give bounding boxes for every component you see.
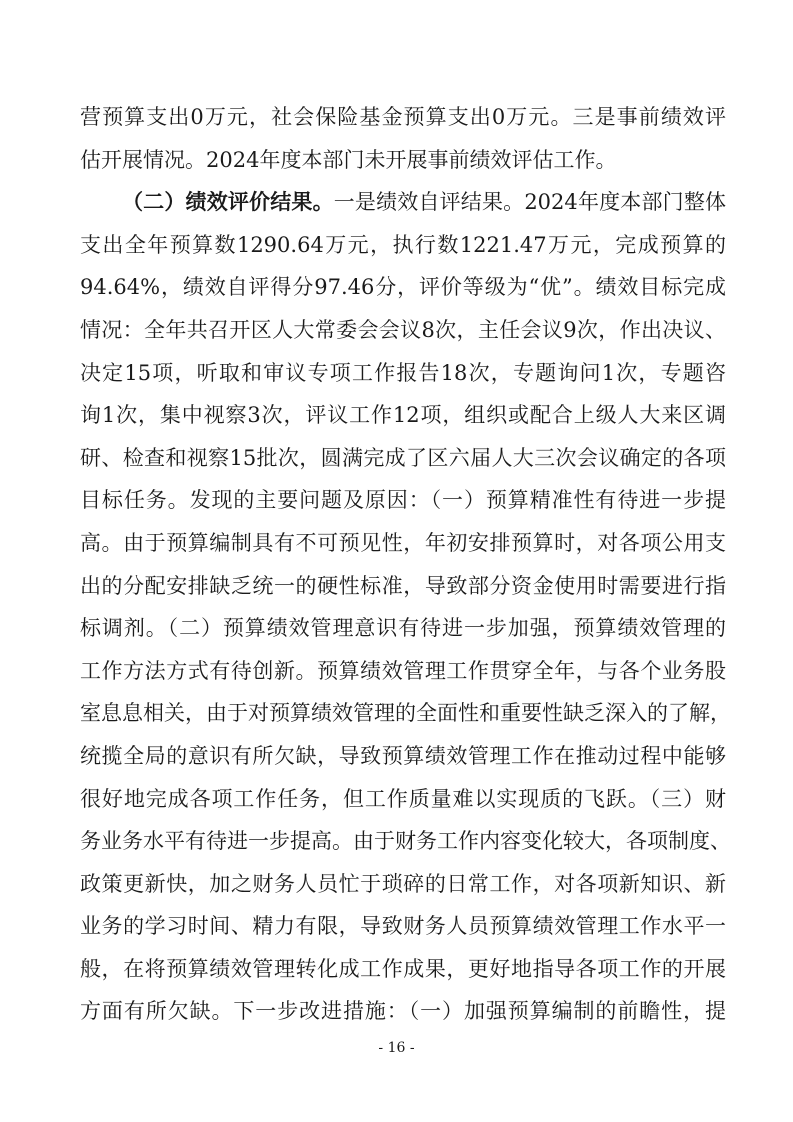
- text-line: 很好地完成各项工作任务，但工作质量难以实现质的飞跃。（三）财: [80, 786, 726, 811]
- text-line: 工作方法方式有待创新。预算绩效管理工作贯穿全年，与各个业务股: [80, 658, 726, 683]
- text-line: 营预算支出0万元，社会保险基金预算支出0万元。三是事前绩效评: [80, 105, 726, 129]
- text-line: 高。由于预算编制具有不可预见性，年初安排预算时，对各项公用支: [80, 530, 726, 555]
- page-number: - 16 -: [378, 1040, 415, 1056]
- text-line: 标调剂。（二）预算绩效管理意识有待进一步加强，预算绩效管理的: [80, 616, 726, 641]
- text-line: 政策更新快，加之财务人员忙于琐碎的日常工作，对各项新知识、新: [80, 871, 726, 896]
- text-line: 情况：全年共召开区人大常委会会议8次，主任会议9次，作出决议、: [80, 317, 726, 342]
- text-line: 统揽全局的意识有所欠缺，导致预算绩效管理工作在推动过程中能够: [80, 743, 726, 768]
- text-line: 研、检查和视察15批次，圆满完成了区六届人大三次会议确定的各项: [80, 445, 726, 470]
- section-heading: （二）绩效评价结果。: [122, 189, 334, 215]
- text-line: 务业务水平有待进一步提高。由于财务工作内容变化较大，各项制度、: [80, 829, 731, 854]
- document-body: [80, 96, 731, 1033]
- text-line: 业务的学习时间、精力有限，导致财务人员预算绩效管理工作水平一: [80, 914, 726, 939]
- section-paragraph-start: [80, 181, 726, 224]
- text-line: 支出全年预算数1290.64万元，执行数1221.47万元，完成预算的: [80, 232, 726, 257]
- text-line: 方面有所欠缺。下一步改进措施：（一）加强预算编制的前瞻性，提: [80, 999, 726, 1024]
- text-line: 估开展情况。2024年度本部门未开展事前绩效评估工作。: [80, 147, 617, 172]
- text-line: 一是绩效自评结果。2024年度本部门整体: [333, 190, 726, 215]
- text-line: 决定15项，听取和审议专项工作报告18次，专题询问1次，专题咨: [80, 360, 726, 385]
- text-line: 目标任务。发现的主要问题及原因：（一）预算精准性有待进一步提: [80, 488, 726, 513]
- text-line: 94.64%，绩效自评得分97.46分，评价等级为“优”。绩效目标完成: [80, 275, 726, 300]
- text-line: 询1次，集中视察3次，评议工作12项，组织或配合上级人大来区调: [80, 403, 726, 428]
- text-line: 出的分配安排缺乏统一的硬性标准，导致部分资金使用时需要进行指: [80, 573, 726, 598]
- text-line: 室息息相关，由于对预算绩效管理的全面性和重要性缺乏深入的了解，: [80, 701, 731, 726]
- text-line: 般，在将预算绩效管理转化成工作成果，更好地指导各项工作的开展: [80, 956, 726, 981]
